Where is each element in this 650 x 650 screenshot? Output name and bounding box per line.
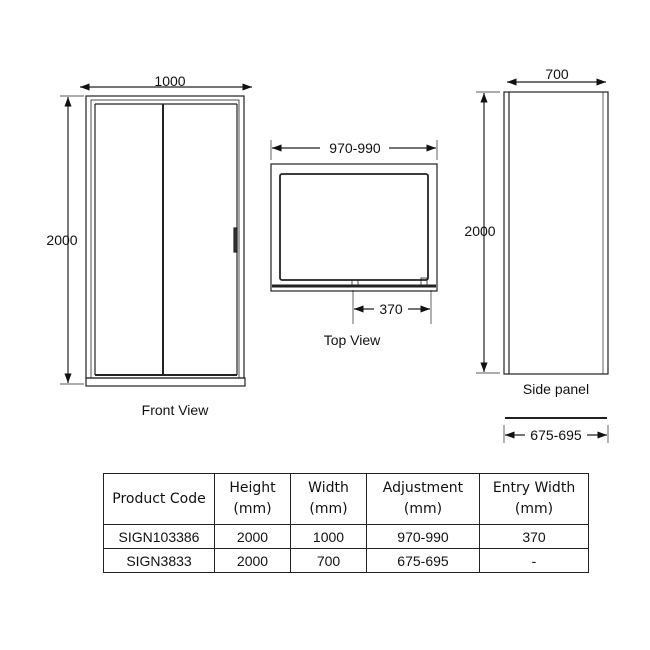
cell-width: 1000 — [291, 525, 367, 549]
cell-height: 2000 — [215, 525, 291, 549]
header-width: Width (mm) — [291, 474, 367, 525]
table-header-row — [104, 474, 589, 525]
side-panel-label: Side panel — [522, 381, 590, 397]
front-view-drawing — [60, 87, 252, 386]
door-handle — [234, 228, 237, 252]
side-width-dim: 700 — [545, 66, 569, 82]
front-height-dim: 2000 — [46, 232, 78, 248]
header-product-code: Product Code — [104, 474, 215, 525]
header-height: Height (mm) — [215, 474, 291, 525]
header-adjustment: Adjustment (mm) — [367, 474, 480, 525]
top-view-drawing — [271, 140, 437, 324]
top-adjust-dim: 970-990 — [329, 140, 381, 156]
cell-height: 2000 — [215, 549, 291, 573]
cell-width: 700 — [291, 549, 367, 573]
cell-adjustment: 675-695 — [367, 549, 480, 573]
cell-product-code: SIGN103386 — [104, 525, 215, 549]
front-width-dim: 1000 — [154, 73, 186, 89]
table-row — [104, 525, 589, 549]
header-entry-width: Entry Width (mm) — [480, 474, 589, 525]
top-view-label: Top View — [323, 332, 381, 348]
cell-entry-width: - — [480, 549, 589, 573]
cell-adjustment: 970-990 — [367, 525, 480, 549]
side-height-dim: 2000 — [464, 223, 496, 239]
cell-entry-width: 370 — [480, 525, 589, 549]
product-spec-table — [103, 473, 589, 573]
table-row — [104, 549, 589, 573]
top-entry-dim: 370 — [379, 301, 403, 317]
side-adjust-dim: 675-695 — [530, 427, 582, 443]
cell-product-code: SIGN3833 — [104, 549, 215, 573]
front-view-label: Front View — [141, 402, 209, 418]
